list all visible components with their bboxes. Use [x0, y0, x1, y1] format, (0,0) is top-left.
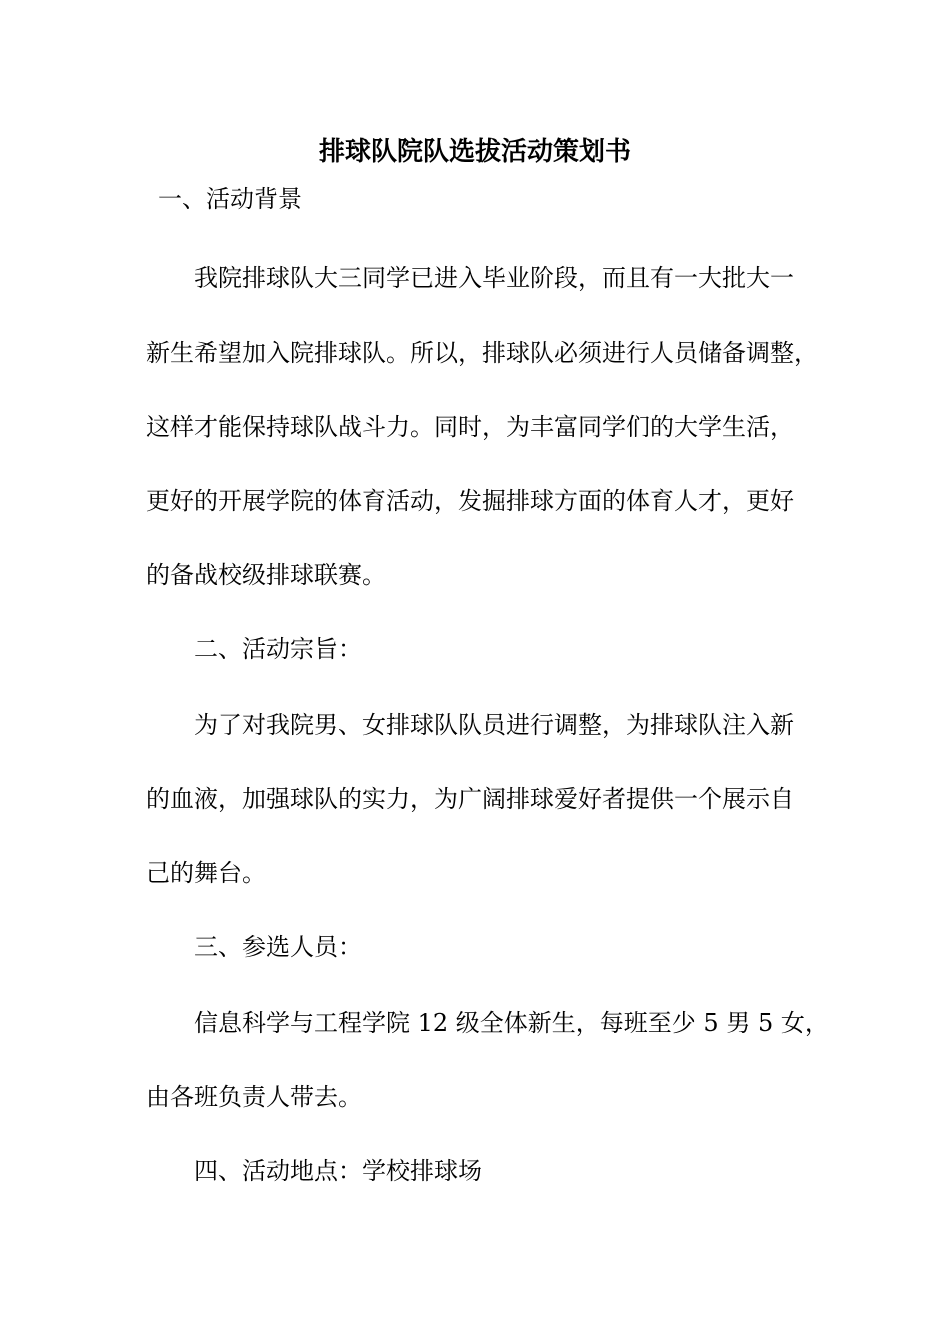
- section-1-line-2: 新生希望加入院排球队。所以，排球队必须进行人员储备调整，: [146, 339, 818, 367]
- section-3-line-1: 信息科学与工程学院 12 级全体新生，每班至少 5 男 5 女，: [194, 1009, 829, 1037]
- section-1-heading: 一、活动背景: [158, 185, 302, 213]
- section-3-line-2: 由各班负责人带去。: [146, 1083, 362, 1111]
- section-1-line-4: 更好的开展学院的体育活动，发掘排球方面的体育人才，更好: [146, 487, 794, 515]
- section-2-heading: 二、活动宗旨：: [194, 635, 362, 663]
- section-1-line-5: 的备战校级排球联赛。: [146, 561, 386, 589]
- section-3-heading: 三、参选人员：: [194, 933, 362, 961]
- section-1-line-3: 这样才能保持球队战斗力。同时，为丰富同学们的大学生活，: [146, 413, 794, 441]
- section-2-line-1: 为了对我院男、女排球队队员进行调整，为排球队注入新: [194, 711, 794, 739]
- section-2-line-2: 的血液，加强球队的实力，为广阔排球爱好者提供一个展示自: [146, 785, 794, 813]
- document-title: 排球队院队选拔活动策划书: [318, 137, 631, 167]
- section-1-line-1: 我院排球队大三同学已进入毕业阶段，而且有一大批大一: [194, 264, 794, 292]
- section-2-line-3: 己的舞台。: [146, 859, 266, 887]
- section-4-heading: 四、活动地点：学校排球场: [194, 1157, 482, 1185]
